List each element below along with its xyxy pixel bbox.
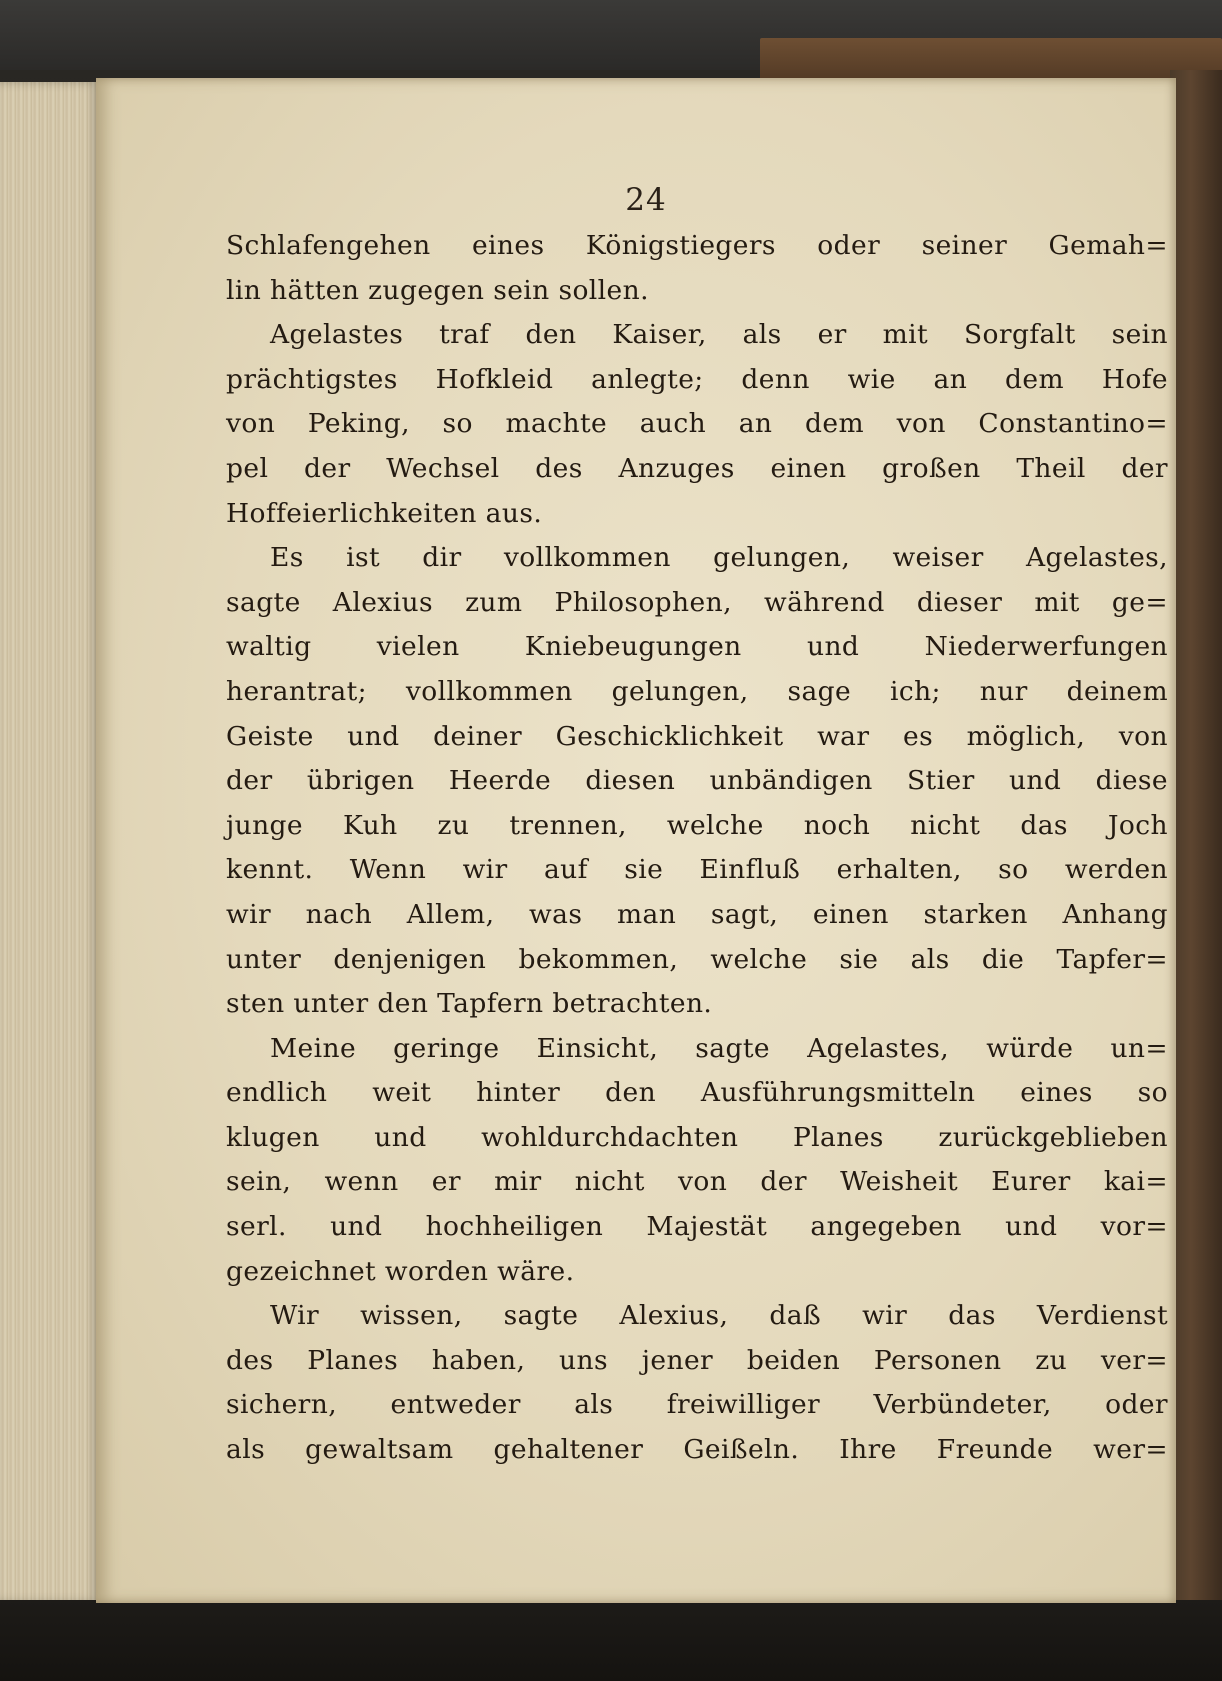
page-text [226, 224, 1168, 1473]
book-cover-edge [760, 38, 1222, 80]
text-line: serl. und hochheiligen Majestät angegeben und vor= [226, 1211, 1168, 1243]
text-line: Geiste und deiner Geschicklichkeit war es möglich, von [226, 720, 1168, 752]
book-spine-edge [1170, 70, 1222, 1600]
text-line: Hoffeierlichkeiten aus. [226, 497, 543, 529]
page-stack-edges [0, 82, 100, 1602]
text-line: wir nach Allem, was man sagt, einen starken Anhang [226, 898, 1168, 930]
text-line: lin hätten zugegen sein sollen. [226, 274, 649, 306]
text-line: als gewaltsam gehaltener Geißeln. Ihre Freunde wer= [226, 1434, 1168, 1466]
book-page [96, 78, 1176, 1603]
background-bottom [0, 1600, 1222, 1681]
text-line: waltig vielen Kniebeugungen und Niederwerfungen [226, 631, 1168, 663]
text-line: junge Kuh zu trennen, welche noch nicht das Joch [226, 809, 1168, 841]
text-line: klugen und wohldurchdachten Planes zurückgeblieben [226, 1121, 1168, 1153]
text-line: der übrigen Heerde diesen unbändigen Stier und diese [226, 765, 1168, 797]
page-number: 24 [625, 182, 667, 218]
text-line: sten unter den Tapfern betrachten. [226, 988, 713, 1020]
text-line: Es ist dir vollkommen gelungen, weiser Agelastes, [270, 542, 1168, 574]
text-line: pel der Wechsel des Anzuges einen großen Theil der [226, 452, 1168, 484]
text-line: kennt. Wenn wir auf sie Einfluß erhalten, so werden [226, 854, 1168, 886]
text-line: endlich weit hinter den Ausführungsmitteln eines so [226, 1077, 1168, 1109]
text-line: herantrat; vollkommen gelungen, sage ich; nur deinem [226, 675, 1168, 707]
text-line: Agelastes traf den Kaiser, als er mit Sorgfalt sein [270, 319, 1168, 351]
text-line: von Peking, so machte auch an dem von Constantino= [226, 408, 1168, 440]
text-line: sein, wenn er mir nicht von der Weisheit Eurer kai= [226, 1166, 1168, 1198]
text-line: gezeichnet worden wäre. [226, 1255, 575, 1287]
text-line: prächtigstes Hofkleid anlegte; denn wie an dem Hofe [226, 363, 1168, 395]
text-line: unter denjenigen bekommen, welche sie als die Tapfer= [226, 943, 1168, 975]
text-line: sichern, entweder als freiwilliger Verbündeter, oder [226, 1389, 1168, 1421]
text-line: Wir wissen, sagte Alexius, daß wir das Verdienst [270, 1300, 1168, 1332]
text-line: Meine geringe Einsicht, sagte Agelastes, würde un= [270, 1032, 1168, 1064]
text-line: Schlafengehen eines Königstiegers oder seiner Gemah= [226, 230, 1168, 261]
text-line: des Planes haben, uns jener beiden Personen zu ver= [226, 1344, 1168, 1376]
text-line: sagte Alexius zum Philosophen, während dieser mit ge= [226, 586, 1168, 618]
